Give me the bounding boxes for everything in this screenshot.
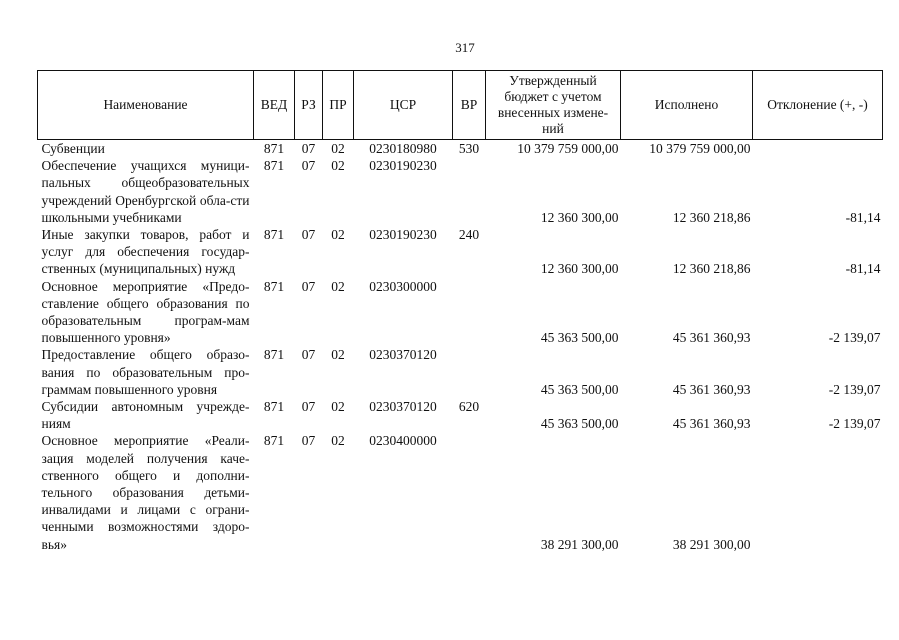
- row-ved: 871: [263, 227, 285, 243]
- row-name: Иные закупки товаров, работ и услуг для обеспечения государ-ственных (муниципальных) нужд: [41, 227, 250, 277]
- header-ved: ВЕД: [254, 71, 295, 140]
- row-deviation: [753, 432, 883, 552]
- row-rz: 07: [301, 399, 316, 415]
- budget-execution-table: [37, 70, 883, 553]
- row-vr: 240: [458, 227, 480, 243]
- table-row: [38, 278, 883, 347]
- header-name: Наименование: [38, 71, 254, 140]
- row-approved: 10 379 759 000,00: [517, 141, 619, 156]
- row-vr: 530: [458, 141, 480, 156]
- row-pr: 02: [331, 141, 345, 156]
- row-csr: 0230400000: [369, 433, 437, 449]
- row-name: Предоставление общего образо-вания по образовательным про-граммам повышенного уровня: [41, 347, 250, 397]
- row-ved: 871: [263, 158, 285, 174]
- row-vr: [453, 346, 486, 398]
- row-name: Субвенции: [41, 141, 105, 156]
- table-row: [38, 157, 883, 226]
- table-row: [38, 346, 883, 398]
- row-executed: 12 360 218,86: [672, 261, 751, 277]
- row-executed: 12 360 218,86: [672, 209, 751, 225]
- page-number: 317: [455, 40, 475, 55]
- row-csr: 0230180980: [369, 141, 437, 156]
- table-row: [38, 398, 883, 432]
- row-approved: 12 360 300,00: [540, 261, 619, 277]
- row-executed: 38 291 300,00: [672, 536, 751, 552]
- row-csr: 0230190230: [369, 227, 437, 243]
- header-rz: РЗ: [295, 71, 323, 140]
- row-rz: 07: [301, 347, 316, 363]
- row-csr: 0230300000: [369, 278, 437, 294]
- row-vr: [453, 157, 486, 226]
- header-deviation: Отклонение (+, -): [753, 71, 883, 140]
- row-csr: 0230370120: [369, 399, 437, 415]
- row-approved: 45 363 500,00: [540, 416, 619, 432]
- row-csr: 0230190230: [369, 158, 437, 174]
- row-name: Основное мероприятие «Реали-зация моделей получения каче-ственного общего и дополни-тельного образования детьми-инвалидами и лицами с ограни-ченными возможностями здоро-вья»: [41, 433, 250, 552]
- row-executed: 10 379 759 000,00: [649, 141, 751, 156]
- header-executed: Исполнено: [621, 71, 753, 140]
- row-deviation: [753, 140, 883, 158]
- row-vr: [453, 432, 486, 552]
- row-pr: 02: [331, 158, 345, 174]
- row-ved: 871: [263, 278, 285, 294]
- row-deviation: -2 139,07: [828, 330, 881, 346]
- row-pr: 02: [331, 399, 345, 415]
- row-ved: 871: [263, 141, 285, 156]
- row-csr: 0230370120: [369, 347, 437, 363]
- header-csr: ЦСР: [354, 71, 453, 140]
- row-deviation: -2 139,07: [828, 381, 881, 397]
- table-row: [38, 140, 883, 158]
- row-executed: 45 361 360,93: [672, 416, 751, 432]
- row-vr: [453, 278, 486, 347]
- row-pr: 02: [331, 278, 345, 294]
- row-name: Основное мероприятие «Предо-ставление общего образования по образовательным програм-мам повышенного уровня»: [41, 278, 250, 346]
- row-deviation: -81,14: [845, 261, 881, 277]
- table-row: [38, 432, 883, 552]
- header-vr: ВР: [453, 71, 486, 140]
- row-ved: 871: [263, 399, 285, 415]
- row-rz: 07: [301, 278, 316, 294]
- row-approved: 38 291 300,00: [540, 536, 619, 552]
- table-row: [38, 226, 883, 278]
- row-ved: 871: [263, 433, 285, 449]
- row-approved: 12 360 300,00: [540, 209, 619, 225]
- header-pr: ПР: [323, 71, 354, 140]
- row-approved: 45 363 500,00: [540, 381, 619, 397]
- header-row: [38, 71, 883, 140]
- row-ved: 871: [263, 347, 285, 363]
- row-name: Субсидии автономным учрежде-ниям: [41, 399, 250, 432]
- row-pr: 02: [331, 227, 345, 243]
- row-pr: 02: [331, 433, 345, 449]
- header-approved: Утвержденный бюджет с учетом внесенных измене-ний: [486, 71, 621, 140]
- row-executed: 45 361 360,93: [672, 381, 751, 397]
- row-executed: 45 361 360,93: [672, 330, 751, 346]
- row-rz: 07: [301, 433, 316, 449]
- row-pr: 02: [331, 347, 345, 363]
- row-rz: 07: [301, 141, 316, 156]
- row-vr: 620: [458, 399, 480, 415]
- row-rz: 07: [301, 158, 316, 174]
- row-approved: 45 363 500,00: [540, 330, 619, 346]
- row-deviation: -2 139,07: [828, 416, 881, 432]
- row-name: Обеспечение учащихся муници-пальных общеобразовательных учреждений Оренбургской обла-сти школьными учебниками: [41, 158, 250, 225]
- row-rz: 07: [301, 227, 316, 243]
- row-deviation: -81,14: [845, 209, 881, 225]
